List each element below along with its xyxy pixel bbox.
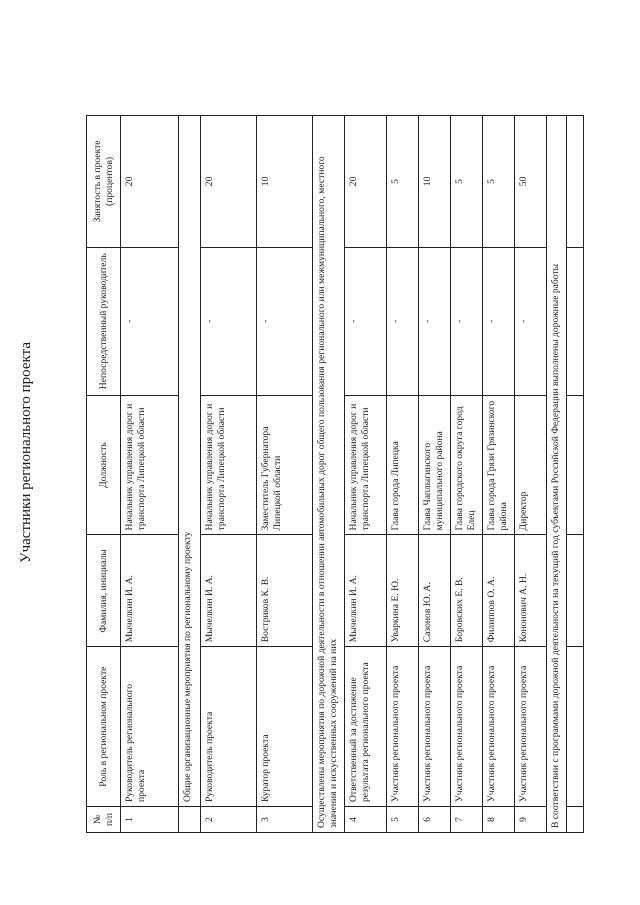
row-manager: - — [483, 247, 515, 395]
row-manager: - — [201, 247, 257, 395]
table-row — [419, 116, 451, 833]
row-position: Начальник управления дорог и транспорта Липецкой области — [201, 395, 257, 535]
row-position: Директор — [515, 395, 547, 535]
row-num: 6 — [419, 807, 451, 833]
header-busy: Занятость в проекте (процентов) — [87, 116, 121, 248]
row-position: Заместитель Губернатора Липецкой области — [257, 395, 313, 535]
empty-cell — [567, 807, 584, 833]
row-num: 4 — [345, 807, 387, 833]
row-position: Глава города Грязи Грязинского района — [483, 395, 515, 535]
row-position: Глава Чаплыгинского муниципального района — [419, 395, 451, 535]
row-busy: 20 — [121, 116, 179, 248]
table-row — [515, 116, 547, 833]
row-role: Ответственный за достижение результата регионального проекта — [345, 647, 387, 807]
row-busy: 20 — [201, 116, 257, 248]
empty-cell — [567, 247, 584, 395]
row-role: Участник регионального проекта — [515, 647, 547, 807]
row-role: Руководитель регионального проекта — [121, 647, 179, 807]
row-busy: 5 — [451, 116, 483, 248]
table-row — [257, 116, 313, 833]
row-name: Кононович А. Н. — [515, 535, 547, 647]
row-num: 7 — [451, 807, 483, 833]
row-name: Мычелкин И. А. — [345, 535, 387, 647]
header-num: № п/п — [87, 807, 121, 833]
empty-cell — [567, 535, 584, 647]
row-name: Уваркина Е. Ю. — [387, 535, 419, 647]
empty-row — [567, 116, 584, 833]
row-num: 3 — [257, 807, 313, 833]
section-org-heading: Общие организационные мероприятия по региональному проекту — [179, 116, 201, 807]
section-spacer-cell — [179, 807, 201, 833]
row-manager: - — [257, 247, 313, 395]
section-row — [547, 116, 567, 833]
header-manager: Непосредственный руководитель — [87, 247, 121, 395]
empty-cell — [567, 647, 584, 807]
row-manager: - — [515, 247, 547, 395]
row-role: Участник регионального проекта — [387, 647, 419, 807]
row-role: Участник регионального проекта — [483, 647, 515, 807]
table-row — [387, 116, 419, 833]
row-busy: 20 — [345, 116, 387, 248]
row-role: Куратор проекта — [257, 647, 313, 807]
row-busy: 50 — [515, 116, 547, 248]
row-manager: - — [345, 247, 387, 395]
row-num: 2 — [201, 807, 257, 833]
table-row — [121, 116, 179, 833]
row-num: 5 — [387, 807, 419, 833]
row-manager: - — [387, 247, 419, 395]
header-role: Роль в региональном проекте — [87, 647, 121, 807]
row-position: Начальник управления дорог и транспорта Липецкой области — [121, 395, 179, 535]
row-position: Глава городского округа город Елец — [451, 395, 483, 535]
table-row — [483, 116, 515, 833]
row-role: Участник регионального проекта — [451, 647, 483, 807]
section-works-heading: В соответствии с программами дорожной деятельности на текущий год субъектами Российской Федерации выполнены дорожные работы — [547, 116, 567, 833]
empty-cell — [567, 116, 584, 248]
section-row — [179, 116, 201, 833]
row-busy: 5 — [483, 116, 515, 248]
row-role: Участник регионального проекта — [419, 647, 451, 807]
row-busy: 10 — [257, 116, 313, 248]
table-row — [201, 116, 257, 833]
row-busy: 10 — [419, 116, 451, 248]
row-num: 1 — [121, 807, 179, 833]
header-name: Фамилия, инициалы — [87, 535, 121, 647]
row-name: Боровских Е. В. — [451, 535, 483, 647]
page-title: Участники регионального проекта — [18, 341, 34, 564]
row-num: 9 — [515, 807, 547, 833]
table-row — [345, 116, 387, 833]
row-name: Востриков К. В. — [257, 535, 313, 647]
header-position: Должность — [87, 395, 121, 535]
row-name: Мычелкин И. А. — [121, 535, 179, 647]
empty-cell — [567, 395, 584, 535]
participants-table — [86, 115, 584, 833]
table-header-row — [87, 116, 121, 833]
row-manager: - — [121, 247, 179, 395]
row-busy: 5 — [387, 116, 419, 248]
row-name: Сазонов Ю. А. — [419, 535, 451, 647]
row-role: Руководитель проекта — [201, 647, 257, 807]
row-position: Глава города Липецка — [387, 395, 419, 535]
table-row — [451, 116, 483, 833]
row-name: Филиппов О. А. — [483, 535, 515, 647]
row-position: Начальник управления дорог и транспорта Липецкой области — [345, 395, 387, 535]
row-num: 8 — [483, 807, 515, 833]
row-manager: - — [451, 247, 483, 395]
row-manager: - — [419, 247, 451, 395]
section-row — [313, 116, 345, 833]
row-name: Мычелкин И. А. — [201, 535, 257, 647]
section-road-heading: Осуществлены мероприятия по дорожной деятельности в отношении автомобильных дорог общего пользования регионального или межмуниципального, местного значения и искусственных сооружений на них — [313, 116, 345, 833]
